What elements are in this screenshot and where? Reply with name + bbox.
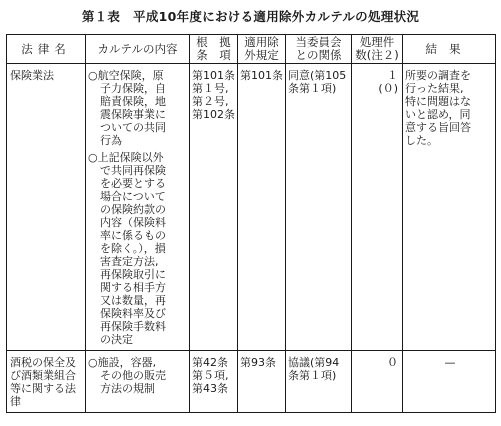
cell-count: １ (０) xyxy=(352,64,403,351)
cell-count: ０ xyxy=(352,351,403,413)
cell-law: 酒税の保全及 び酒類業組合 等に関する法 律 xyxy=(7,351,86,413)
cell-law: 保険業法 xyxy=(7,64,86,351)
header-result: 結果 xyxy=(403,35,496,64)
cell-exclusion: 第93条 xyxy=(238,351,286,413)
cell-basis: 第101条 第１号, 第２号, 第102条 xyxy=(190,64,238,351)
header-row xyxy=(7,35,496,64)
header-content: カルテルの内容 xyxy=(86,35,190,64)
table-title: 第１表 平成10年度における適用除外カルテルの処理状況 xyxy=(81,9,420,24)
content-item: ○施設，容器, その他の販売 方法の規制 xyxy=(88,356,166,395)
header-exclusion: 適用除 外規定 xyxy=(238,35,286,64)
cell-content xyxy=(86,351,190,413)
header-relation: 当委員会 との関係 xyxy=(286,35,352,64)
cell-exclusion: 第101条 xyxy=(238,64,286,351)
cell-result: 所要の調査を 行った結果, 特に問題はな いと認め，同 意する旨回答 した。 xyxy=(403,64,496,351)
header-law-name: 法律名 xyxy=(7,35,86,64)
cell-basis: 第42条 第５項, 第43条 xyxy=(190,351,238,413)
header-basis: 根 拠 条 項 xyxy=(190,35,238,64)
content-item: ○航空保険，原 子力保険，自 賠責保険，地 震保険事業に ついての共同 行為 xyxy=(88,69,166,147)
table-row xyxy=(7,64,496,351)
table-row xyxy=(7,351,496,413)
cell-content xyxy=(86,64,190,351)
cell-result: — xyxy=(403,351,496,413)
header-count: 処理件 数(注２) xyxy=(352,35,403,64)
cell-relation: 協議(第94 条第１項) xyxy=(286,351,352,413)
cartel-table xyxy=(6,34,496,413)
content-item: ○上記保険以外 で共同再保険 を必要とする 場合について の保険約款の 内容（保険料 率に係るもの を除く。），損 害査定方法, 再保険取引に 関する相手方 又は数量，再 保険料率及び 再保険手数料 の決定 xyxy=(88,151,166,346)
cell-relation: 同意(第105 条第１項) xyxy=(286,64,352,351)
